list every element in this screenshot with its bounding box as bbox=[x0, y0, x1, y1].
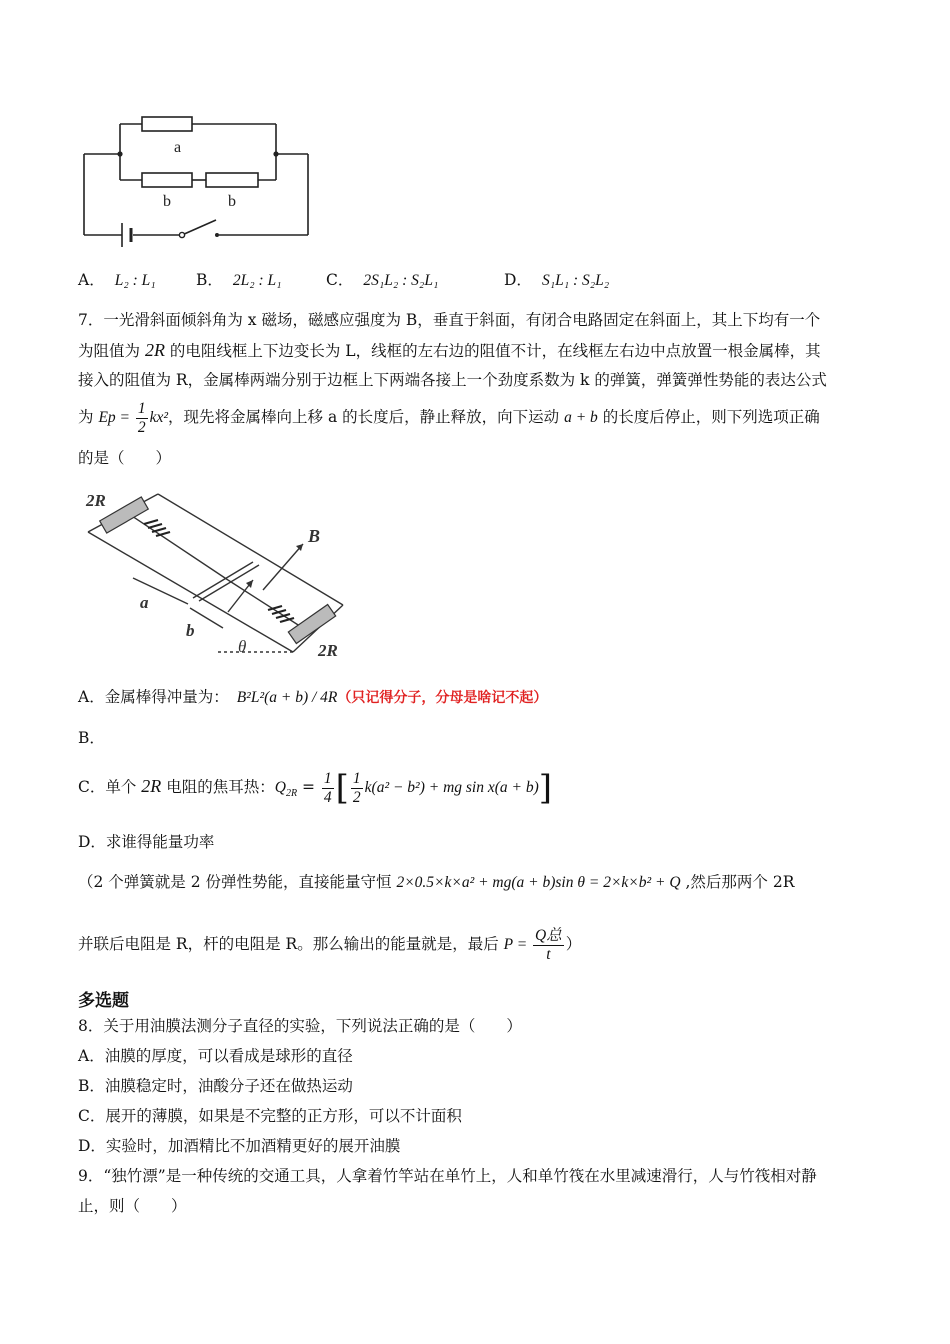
figure-label-b: b bbox=[186, 621, 195, 640]
q8-option-c[interactable]: C．展开的薄膜，如果是不完整的正方形，可以不计面积 bbox=[78, 1107, 462, 1125]
q6-option-c[interactable]: C． 2S₁L₂ : S₂L₁ bbox=[326, 271, 439, 289]
q8-option-a[interactable]: A．油膜的厚度，可以看成是球形的直径 bbox=[78, 1047, 353, 1065]
q7-option-a-note: （只记得分子，分母是啥记不起） bbox=[337, 690, 548, 706]
figure-label-a: a bbox=[140, 593, 149, 612]
circuit-diagram bbox=[78, 110, 318, 250]
q8-option-d[interactable]: D．实验时，加酒精比不加酒精更好的展开油膜 bbox=[78, 1137, 401, 1155]
q7-2r: 2R bbox=[144, 340, 165, 360]
figure-label-theta: θ bbox=[238, 637, 247, 656]
q8-stem: 8．关于用油膜法测分子直径的实验，下列说法正确的是（ ） bbox=[78, 1017, 522, 1035]
q7-stem-line4: 为 Ep = $\frac{1}{2}$ kx²，现先将金属棒向上移 a 的长度后，静止释放，向下运动 a + b 的长度后停止，则下列选项正确 bbox=[78, 399, 820, 436]
q7-stem-line5: 的是（ ） bbox=[78, 449, 172, 467]
q6-option-d[interactable]: D． S₁L₁ : S₂L₂ bbox=[504, 271, 610, 289]
incline-figure bbox=[78, 480, 358, 665]
figure-label-b-field: B bbox=[308, 526, 321, 546]
q7-stem-line2: 为阻值为 2R 的电阻线框上下边变长为 L，线框的左右边的阻值不计，在线框左右边中点放置一根金属棒，其 bbox=[78, 340, 821, 360]
q7-option-a[interactable]: A．金属棒得冲量为： B²L²(a + b) / 4R（只记得分子，分母是啥记不起） bbox=[78, 688, 548, 706]
q6-option-b[interactable]: B． 2L₂ : L₁ bbox=[196, 271, 282, 289]
q6-options bbox=[0, 268, 950, 290]
q9-stem-line1: 9．“独竹漂”是一种传统的交通工具，人拿着竹竿站在单竹上，人和单竹筏在水里减速滑行，人与竹筏相对静 bbox=[78, 1167, 817, 1185]
circuit-label-b1: b bbox=[163, 193, 171, 210]
q9-stem-line2: 止，则（ ） bbox=[78, 1197, 187, 1215]
q7-option-c[interactable]: C．单个 2R 电阻的焦耳热：$Q_{2R}$ = $\frac{1}{4}$ [ $\frac{1}{2}$ k(a² − b²) + mg sin x(a + b)] bbox=[78, 768, 553, 808]
q7-stem-line1: 7．一光滑斜面倾斜角为 x 磁场，磁感应强度为 B，垂直于斜面，有闭合电路固定在斜面上，其上下均有一个 bbox=[78, 311, 821, 329]
circuit-label-a: a bbox=[174, 139, 182, 156]
q8-option-b[interactable]: B．油膜稳定时，油酸分子还在做热运动 bbox=[78, 1077, 353, 1095]
figure-label-2r-top: 2R bbox=[86, 491, 106, 510]
section-title: 多选题 bbox=[78, 991, 129, 1011]
q7-note-line1: （2 个弹簧就是 2 份弹性势能，直接能量守恒 2×0.5×k×a² + mg(a + b)sin θ = 2×k×b² + Q ,然后那两个 2R bbox=[78, 873, 795, 891]
q7-fraction-half: $\frac{1}{2}$ bbox=[137, 399, 146, 436]
q7-option-b[interactable]: B． bbox=[78, 729, 105, 747]
circuit-label-b2: b bbox=[228, 193, 236, 210]
q7-stem-line3: 接入的阻值为 R，金属棒两端分别于边框上下两端各接上一个劲度系数为 k 的弹簧，弹簧弹性势能的表达公式 bbox=[78, 371, 827, 389]
q7-note-line2: 并联后电阻是 R，杆的电阻是 R。那么输出的能量就是，最后 P = $\frac{\text{Q总}}{t}$ ） bbox=[78, 926, 582, 963]
q6-option-a[interactable]: A． L₂ : L₁ bbox=[78, 271, 156, 289]
q7-option-d[interactable]: D．求谁得能量功率 bbox=[78, 833, 215, 851]
figure-label-2r-bottom: 2R bbox=[318, 641, 338, 660]
